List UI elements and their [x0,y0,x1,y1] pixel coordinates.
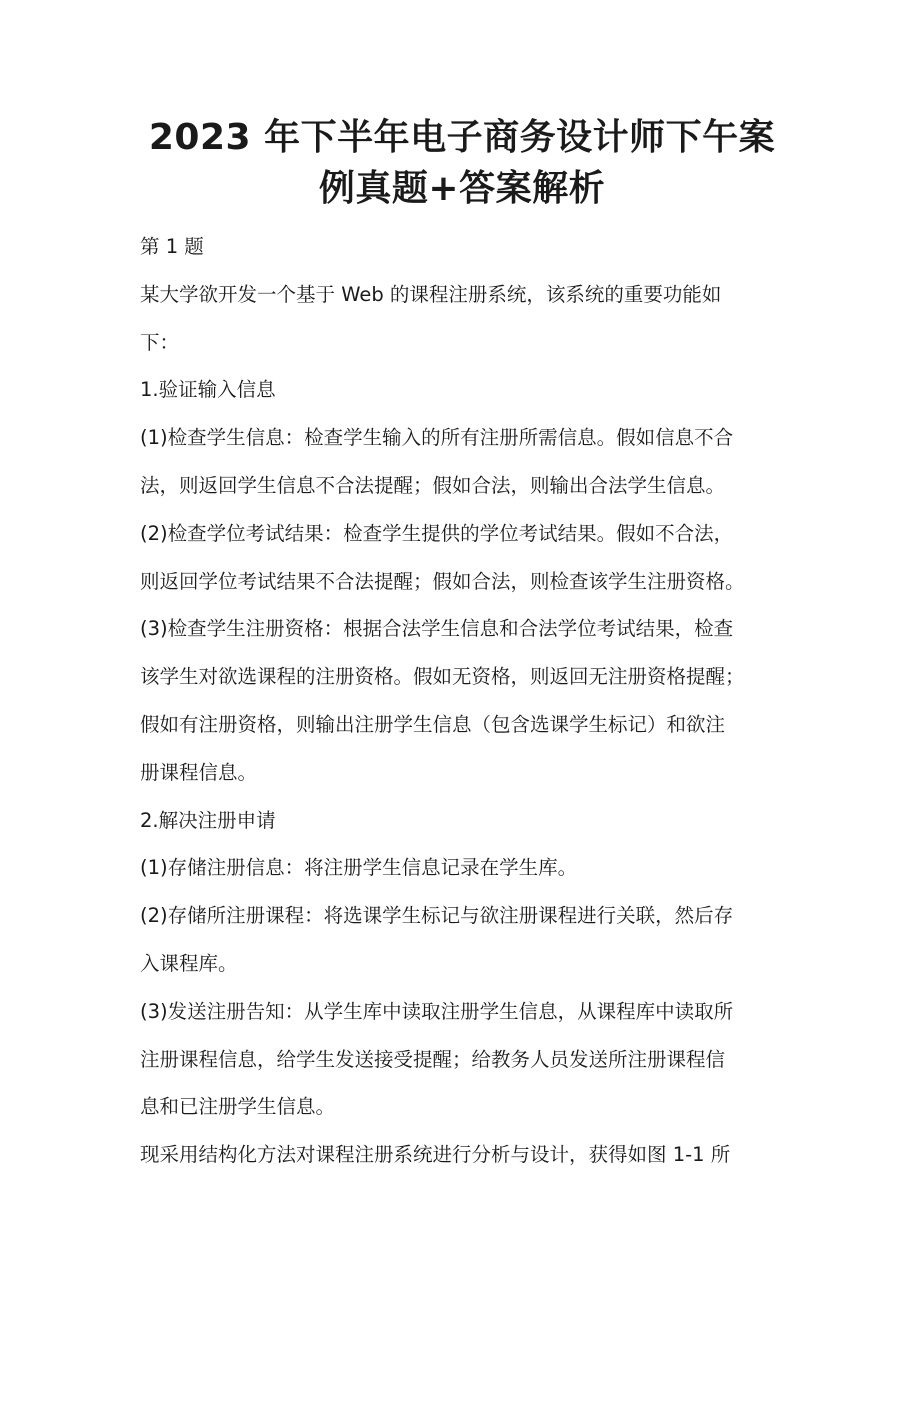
list-item [140,892,784,988]
list-item [140,510,784,606]
text-line: (1)存储注册信息：将注册学生信息记录在学生库。 [140,856,578,880]
text-line: 息和已注册学生信息。 [140,1095,336,1119]
text-line: 则返回学位考试结果不合法提醒；假如合法，则检查该学生注册资格。 [140,569,745,593]
text-line: 第 1 题 [140,235,204,258]
text-line: (2)检查学位考试结果：检查学生提供的学位考试结果。假如不合法， [140,521,734,545]
text-line: 册课程信息。 [140,760,258,784]
text-line: 现采用结构化方法对课程注册系统进行分析与设计，获得如图 1-1 所 [140,1143,731,1167]
text-line: 2.解决注册申请 [140,808,276,832]
question-number [140,223,784,271]
text-line: 下： [140,330,180,354]
document-body [140,223,784,1179]
document-title [140,112,784,214]
text-line: (3)发送注册告知：从学生库中读取注册学生信息，从课程库中读取所 [140,999,734,1023]
text-line: (1)检查学生信息：检查学生输入的所有注册所需信息。假如信息不合 [140,426,734,450]
intro-paragraph [140,271,784,367]
list-item [140,844,784,892]
text-line: (3)检查学生注册资格：根据合法学生信息和合法学位考试结果，检查 [140,617,734,641]
text-line: 入课程库。 [140,951,238,975]
text-line: (2)存储所注册课程：将选课学生标记与欲注册课程进行关联，然后存 [140,904,734,928]
text-line: 法，则返回学生信息不合法提醒；假如合法，则输出合法学生信息。 [140,473,726,497]
list-item [140,988,784,1131]
title-line-2: 例真题+答案解析 [318,168,606,209]
document-page [0,112,920,1414]
section-heading [140,797,784,845]
text-line: 该学生对欲选课程的注册资格。假如无资格，则返回无注册资格提醒； [140,665,745,689]
text-line: 1.验证输入信息 [140,378,276,402]
section-heading [140,366,784,414]
text-line: 假如有注册资格，则输出注册学生信息（包含选课学生标记）和欲注 [140,712,726,736]
title-line-1: 2023 年下半年电子商务设计师下午案 [148,117,776,158]
list-item [140,605,784,796]
text-line: 注册课程信息，给学生发送接受提醒；给教务人员发送所注册课程信 [140,1047,726,1071]
list-item [140,414,784,510]
text-line: 某大学欲开发一个基于 Web 的课程注册系统，该系统的重要功能如 [140,282,722,306]
closing-paragraph [140,1131,784,1179]
